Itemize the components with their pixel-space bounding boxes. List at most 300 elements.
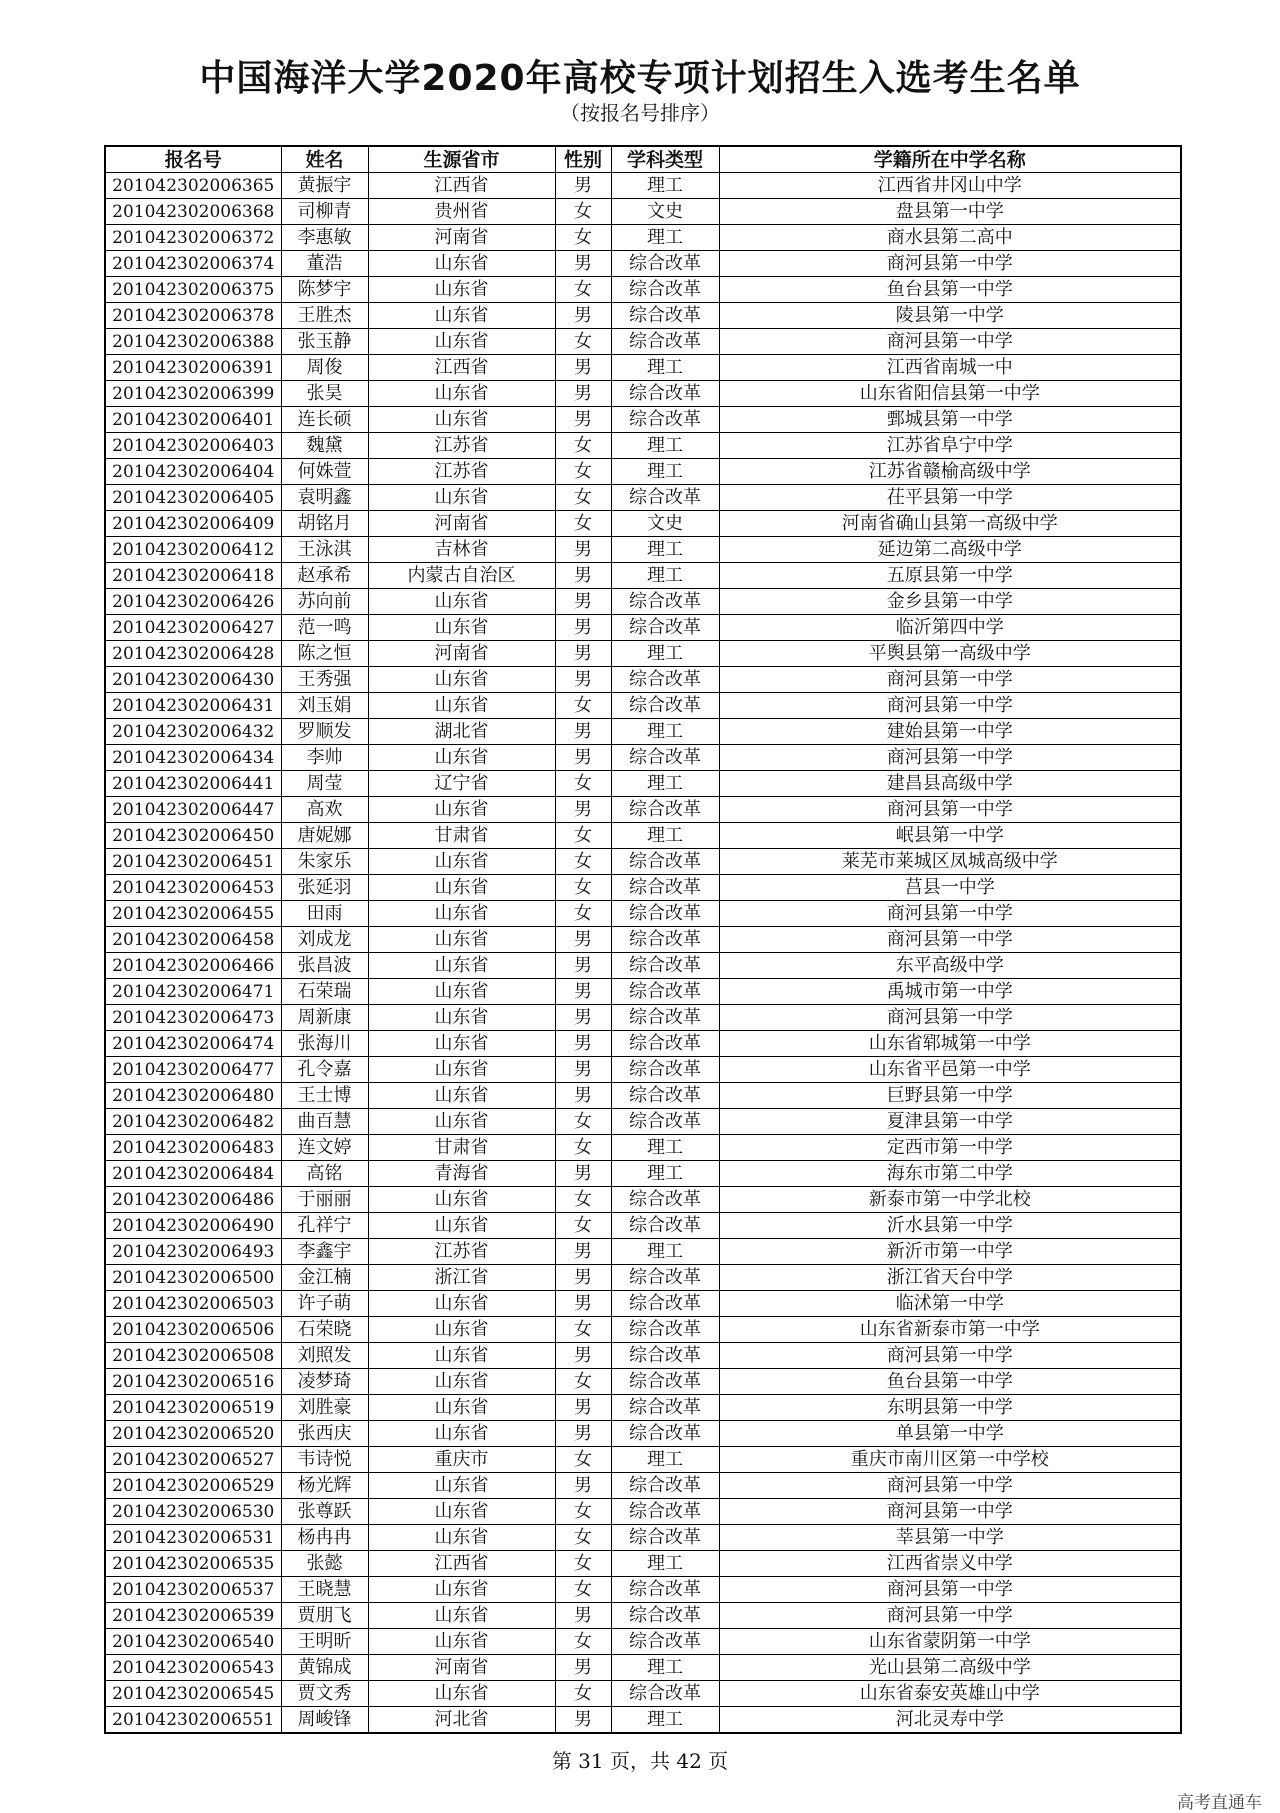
subject-type-cell: 综合改革 (611, 667, 719, 693)
registration-number-cell: 201042302006486 (105, 1187, 281, 1213)
registration-number-cell: 201042302006404 (105, 459, 281, 485)
name-cell: 张昌波 (281, 953, 368, 979)
subject-type-cell: 综合改革 (611, 277, 719, 303)
subject-type-cell: 理工 (611, 1135, 719, 1161)
registration-number-cell: 201042302006540 (105, 1629, 281, 1655)
name-cell: 于丽丽 (281, 1187, 368, 1213)
registration-number-cell: 201042302006530 (105, 1499, 281, 1525)
gender-cell: 男 (555, 407, 611, 433)
column-header-registration-number: 报名号 (105, 146, 281, 173)
school-cell: 延边第二高级中学 (719, 537, 1181, 563)
name-cell: 张尊跃 (281, 1499, 368, 1525)
table-row (105, 1551, 1181, 1577)
table-row (105, 199, 1181, 225)
name-cell: 王秀强 (281, 667, 368, 693)
name-cell: 何姝萱 (281, 459, 368, 485)
name-cell: 贾朋飞 (281, 1603, 368, 1629)
gender-cell: 男 (555, 953, 611, 979)
subject-type-cell: 理工 (611, 719, 719, 745)
registration-number-cell: 201042302006453 (105, 875, 281, 901)
table-row (105, 329, 1181, 355)
province-cell: 山东省 (368, 1031, 555, 1057)
province-cell: 甘肃省 (368, 1135, 555, 1161)
gender-cell: 女 (555, 1681, 611, 1707)
subject-type-cell: 综合改革 (611, 849, 719, 875)
name-cell: 刘胜豪 (281, 1395, 368, 1421)
province-cell: 山东省 (368, 693, 555, 719)
gender-cell: 女 (555, 1525, 611, 1551)
school-cell: 禹城市第一中学 (719, 979, 1181, 1005)
gender-cell: 男 (555, 797, 611, 823)
table-row (105, 1187, 1181, 1213)
province-cell: 山东省 (368, 251, 555, 277)
school-cell: 五原县第一中学 (719, 563, 1181, 589)
subject-type-cell: 综合改革 (611, 1213, 719, 1239)
table-row (105, 1421, 1181, 1447)
gender-cell: 男 (555, 719, 611, 745)
gender-cell: 男 (555, 589, 611, 615)
school-cell: 山东省新泰市第一中学 (719, 1317, 1181, 1343)
registration-number-cell: 201042302006529 (105, 1473, 281, 1499)
school-cell: 商河县第一中学 (719, 1473, 1181, 1499)
school-cell: 河北灵寿中学 (719, 1707, 1181, 1734)
school-cell: 新泰市第一中学北校 (719, 1187, 1181, 1213)
page-footer: 第 31 页，共 42 页 (551, 1749, 729, 1773)
province-cell: 湖北省 (368, 719, 555, 745)
school-cell: 商河县第一中学 (719, 1577, 1181, 1603)
school-cell: 鄄城县第一中学 (719, 407, 1181, 433)
gender-cell: 男 (555, 1031, 611, 1057)
subject-type-cell: 综合改革 (611, 1603, 719, 1629)
subject-type-cell: 综合改革 (611, 1109, 719, 1135)
registration-number-cell: 201042302006482 (105, 1109, 281, 1135)
name-cell: 杨光辉 (281, 1473, 368, 1499)
table-row (105, 1005, 1181, 1031)
subject-type-cell: 综合改革 (611, 251, 719, 277)
gender-cell: 男 (555, 745, 611, 771)
subject-type-cell: 综合改革 (611, 1421, 719, 1447)
gender-cell: 男 (555, 1603, 611, 1629)
column-header-gender: 性别 (555, 146, 611, 173)
school-cell: 陵县第一中学 (719, 303, 1181, 329)
registration-number-cell: 201042302006539 (105, 1603, 281, 1629)
table-row (105, 589, 1181, 615)
registration-number-cell: 201042302006484 (105, 1161, 281, 1187)
province-cell: 山东省 (368, 1421, 555, 1447)
gender-cell: 女 (555, 459, 611, 485)
province-cell: 山东省 (368, 1395, 555, 1421)
name-cell: 刘成龙 (281, 927, 368, 953)
table-row (105, 641, 1181, 667)
subject-type-cell: 综合改革 (611, 875, 719, 901)
registration-number-cell: 201042302006368 (105, 199, 281, 225)
table-row (105, 1291, 1181, 1317)
school-cell: 商河县第一中学 (719, 667, 1181, 693)
province-cell: 江苏省 (368, 459, 555, 485)
column-header-school: 学籍所在中学名称 (719, 146, 1181, 173)
name-cell: 王士博 (281, 1083, 368, 1109)
gender-cell: 女 (555, 1447, 611, 1473)
name-cell: 范一鸣 (281, 615, 368, 641)
subject-type-cell: 理工 (611, 563, 719, 589)
province-cell: 山东省 (368, 1369, 555, 1395)
gender-cell: 女 (555, 1317, 611, 1343)
school-cell: 岷县第一中学 (719, 823, 1181, 849)
subject-type-cell: 综合改革 (611, 615, 719, 641)
school-cell: 莒县一中学 (719, 875, 1181, 901)
gender-cell: 女 (555, 1499, 611, 1525)
subject-type-cell: 文史 (611, 199, 719, 225)
table-row (105, 1161, 1181, 1187)
registration-number-cell: 201042302006551 (105, 1707, 281, 1734)
registration-number-cell: 201042302006447 (105, 797, 281, 823)
name-cell: 董浩 (281, 251, 368, 277)
table-row (105, 901, 1181, 927)
province-cell: 山东省 (368, 381, 555, 407)
registration-number-cell: 201042302006428 (105, 641, 281, 667)
table-row (105, 1655, 1181, 1681)
page-subtitle: （按报名号排序） (560, 101, 720, 125)
province-cell: 山东省 (368, 1291, 555, 1317)
registration-number-cell: 201042302006409 (105, 511, 281, 537)
subject-type-cell: 理工 (611, 771, 719, 797)
table-row (105, 1109, 1181, 1135)
table-row (105, 1265, 1181, 1291)
subject-type-cell: 综合改革 (611, 979, 719, 1005)
admission-roster-table (104, 145, 1182, 1734)
registration-number-cell: 201042302006388 (105, 329, 281, 355)
subject-type-cell: 理工 (611, 1655, 719, 1681)
subject-type-cell: 理工 (611, 1239, 719, 1265)
province-cell: 山东省 (368, 277, 555, 303)
table-row (105, 1395, 1181, 1421)
column-header-province: 生源省市 (368, 146, 555, 173)
province-cell: 山东省 (368, 1109, 555, 1135)
gender-cell: 女 (555, 1213, 611, 1239)
name-cell: 赵承希 (281, 563, 368, 589)
province-cell: 山东省 (368, 1603, 555, 1629)
registration-number-cell: 201042302006374 (105, 251, 281, 277)
province-cell: 江西省 (368, 173, 555, 199)
province-cell: 河南省 (368, 641, 555, 667)
school-cell: 商水县第二高中 (719, 225, 1181, 251)
registration-number-cell: 201042302006477 (105, 1057, 281, 1083)
gender-cell: 女 (555, 849, 611, 875)
subject-type-cell: 综合改革 (611, 1395, 719, 1421)
gender-cell: 男 (555, 1005, 611, 1031)
subject-type-cell: 综合改革 (611, 407, 719, 433)
registration-number-cell: 201042302006441 (105, 771, 281, 797)
gender-cell: 男 (555, 1655, 611, 1681)
name-cell: 唐妮娜 (281, 823, 368, 849)
province-cell: 山东省 (368, 1629, 555, 1655)
subject-type-cell: 文史 (611, 511, 719, 537)
gender-cell: 男 (555, 1239, 611, 1265)
registration-number-cell: 201042302006520 (105, 1421, 281, 1447)
table-row (105, 225, 1181, 251)
province-cell: 贵州省 (368, 199, 555, 225)
gender-cell: 女 (555, 901, 611, 927)
name-cell: 张西庆 (281, 1421, 368, 1447)
province-cell: 江西省 (368, 1551, 555, 1577)
registration-number-cell: 201042302006458 (105, 927, 281, 953)
province-cell: 浙江省 (368, 1265, 555, 1291)
registration-number-cell: 201042302006537 (105, 1577, 281, 1603)
table-row (105, 719, 1181, 745)
name-cell: 周新康 (281, 1005, 368, 1031)
registration-number-cell: 201042302006519 (105, 1395, 281, 1421)
gender-cell: 女 (555, 823, 611, 849)
school-cell: 河南省确山县第一高级中学 (719, 511, 1181, 537)
subject-type-cell: 理工 (611, 433, 719, 459)
subject-type-cell: 综合改革 (611, 1265, 719, 1291)
gender-cell: 男 (555, 667, 611, 693)
gender-cell: 男 (555, 381, 611, 407)
subject-type-cell: 综合改革 (611, 1057, 719, 1083)
gender-cell: 男 (555, 563, 611, 589)
school-cell: 商河县第一中学 (719, 1499, 1181, 1525)
subject-type-cell: 理工 (611, 1161, 719, 1187)
table-row (105, 1239, 1181, 1265)
table-row (105, 303, 1181, 329)
school-cell: 山东省平邑第一中学 (719, 1057, 1181, 1083)
name-cell: 刘照发 (281, 1343, 368, 1369)
registration-number-cell: 201042302006431 (105, 693, 281, 719)
registration-number-cell: 201042302006474 (105, 1031, 281, 1057)
name-cell: 张昊 (281, 381, 368, 407)
name-cell: 刘玉娟 (281, 693, 368, 719)
column-header-subject-type: 学科类型 (611, 146, 719, 173)
registration-number-cell: 201042302006403 (105, 433, 281, 459)
table-row (105, 1681, 1181, 1707)
gender-cell: 女 (555, 1109, 611, 1135)
name-cell: 高铭 (281, 1161, 368, 1187)
registration-number-cell: 201042302006432 (105, 719, 281, 745)
name-cell: 李帅 (281, 745, 368, 771)
province-cell: 甘肃省 (368, 823, 555, 849)
school-cell: 江苏省阜宁中学 (719, 433, 1181, 459)
name-cell: 苏向前 (281, 589, 368, 615)
school-cell: 新沂市第一中学 (719, 1239, 1181, 1265)
province-cell: 江西省 (368, 355, 555, 381)
table-row (105, 459, 1181, 485)
table-row (105, 979, 1181, 1005)
subject-type-cell: 综合改革 (611, 485, 719, 511)
registration-number-cell: 201042302006378 (105, 303, 281, 329)
subject-type-cell: 理工 (611, 1707, 719, 1734)
registration-number-cell: 201042302006493 (105, 1239, 281, 1265)
subject-type-cell: 综合改革 (611, 1525, 719, 1551)
gender-cell: 男 (555, 303, 611, 329)
name-cell: 孔令嘉 (281, 1057, 368, 1083)
school-cell: 单县第一中学 (719, 1421, 1181, 1447)
school-cell: 鱼台县第一中学 (719, 1369, 1181, 1395)
province-cell: 山东省 (368, 1343, 555, 1369)
name-cell: 朱家乐 (281, 849, 368, 875)
table-row (105, 1317, 1181, 1343)
name-cell: 周峻锋 (281, 1707, 368, 1734)
registration-number-cell: 201042302006430 (105, 667, 281, 693)
table-row (105, 875, 1181, 901)
registration-number-cell: 201042302006543 (105, 1655, 281, 1681)
table-row (105, 537, 1181, 563)
school-cell: 商河县第一中学 (719, 901, 1181, 927)
table-row (105, 1629, 1181, 1655)
province-cell: 重庆市 (368, 1447, 555, 1473)
registration-number-cell: 201042302006451 (105, 849, 281, 875)
subject-type-cell: 理工 (611, 355, 719, 381)
name-cell: 袁明鑫 (281, 485, 368, 511)
province-cell: 山东省 (368, 1499, 555, 1525)
subject-type-cell: 综合改革 (611, 1369, 719, 1395)
school-cell: 鱼台县第一中学 (719, 277, 1181, 303)
school-cell: 巨野县第一中学 (719, 1083, 1181, 1109)
registration-number-cell: 201042302006365 (105, 173, 281, 199)
name-cell: 曲百慧 (281, 1109, 368, 1135)
name-cell: 胡铭月 (281, 511, 368, 537)
registration-number-cell: 201042302006480 (105, 1083, 281, 1109)
school-cell: 江西省南城一中 (719, 355, 1181, 381)
name-cell: 王胜杰 (281, 303, 368, 329)
subject-type-cell: 综合改革 (611, 797, 719, 823)
table-row (105, 1083, 1181, 1109)
school-cell: 莱芜市莱城区凤城高级中学 (719, 849, 1181, 875)
registration-number-cell: 201042302006418 (105, 563, 281, 589)
table-row (105, 823, 1181, 849)
table-row (105, 1135, 1181, 1161)
province-cell: 山东省 (368, 745, 555, 771)
table-row (105, 1707, 1181, 1734)
school-cell: 商河县第一中学 (719, 693, 1181, 719)
registration-number-cell: 201042302006455 (105, 901, 281, 927)
table-row (105, 1447, 1181, 1473)
name-cell: 罗顺发 (281, 719, 368, 745)
registration-number-cell: 201042302006372 (105, 225, 281, 251)
subject-type-cell: 综合改革 (611, 693, 719, 719)
province-cell: 江苏省 (368, 1239, 555, 1265)
watermark: 高考直通车 (1177, 1793, 1262, 1813)
gender-cell: 女 (555, 693, 611, 719)
table-row (105, 1577, 1181, 1603)
gender-cell: 男 (555, 1291, 611, 1317)
name-cell: 周俊 (281, 355, 368, 381)
name-cell: 陈之恒 (281, 641, 368, 667)
subject-type-cell: 理工 (611, 173, 719, 199)
gender-cell: 女 (555, 771, 611, 797)
province-cell: 山东省 (368, 797, 555, 823)
province-cell: 山东省 (368, 979, 555, 1005)
school-cell: 东明县第一中学 (719, 1395, 1181, 1421)
school-cell: 建始县第一中学 (719, 719, 1181, 745)
gender-cell: 女 (555, 1187, 611, 1213)
school-cell: 商河县第一中学 (719, 927, 1181, 953)
name-cell: 李惠敏 (281, 225, 368, 251)
table-row (105, 1473, 1181, 1499)
name-cell: 张延羽 (281, 875, 368, 901)
gender-cell: 女 (555, 1135, 611, 1161)
subject-type-cell: 理工 (611, 459, 719, 485)
school-cell: 商河县第一中学 (719, 1005, 1181, 1031)
subject-type-cell: 综合改革 (611, 1577, 719, 1603)
name-cell: 张懿 (281, 1551, 368, 1577)
school-cell: 江西省崇义中学 (719, 1551, 1181, 1577)
name-cell: 周莹 (281, 771, 368, 797)
province-cell: 山东省 (368, 1057, 555, 1083)
name-cell: 孔祥宁 (281, 1213, 368, 1239)
name-cell: 贾文秀 (281, 1681, 368, 1707)
subject-type-cell: 综合改革 (611, 927, 719, 953)
gender-cell: 女 (555, 277, 611, 303)
gender-cell: 男 (555, 927, 611, 953)
gender-cell: 女 (555, 485, 611, 511)
province-cell: 山东省 (368, 667, 555, 693)
province-cell: 山东省 (368, 1083, 555, 1109)
registration-number-cell: 201042302006466 (105, 953, 281, 979)
school-cell: 山东省郓城第一中学 (719, 1031, 1181, 1057)
name-cell: 金江楠 (281, 1265, 368, 1291)
school-cell: 江苏省赣榆高级中学 (719, 459, 1181, 485)
school-cell: 盘县第一中学 (719, 199, 1181, 225)
table-row (105, 1603, 1181, 1629)
name-cell: 王泳淇 (281, 537, 368, 563)
subject-type-cell: 综合改革 (611, 1629, 719, 1655)
province-cell: 山东省 (368, 303, 555, 329)
gender-cell: 男 (555, 1343, 611, 1369)
registration-number-cell: 201042302006531 (105, 1525, 281, 1551)
subject-type-cell: 综合改革 (611, 1681, 719, 1707)
subject-type-cell: 综合改革 (611, 1317, 719, 1343)
gender-cell: 女 (555, 1369, 611, 1395)
province-cell: 吉林省 (368, 537, 555, 563)
name-cell: 陈梦宇 (281, 277, 368, 303)
gender-cell: 男 (555, 1265, 611, 1291)
table-row (105, 381, 1181, 407)
gender-cell: 女 (555, 875, 611, 901)
gender-cell: 男 (555, 1083, 611, 1109)
province-cell: 山东省 (368, 849, 555, 875)
table-row (105, 1213, 1181, 1239)
gender-cell: 男 (555, 1421, 611, 1447)
table-row (105, 1525, 1181, 1551)
school-cell: 平舆县第一高级中学 (719, 641, 1181, 667)
province-cell: 山东省 (368, 875, 555, 901)
table-row (105, 615, 1181, 641)
gender-cell: 男 (555, 173, 611, 199)
column-header-name: 姓名 (281, 146, 368, 173)
registration-number-cell: 201042302006503 (105, 1291, 281, 1317)
subject-type-cell: 理工 (611, 1551, 719, 1577)
province-cell: 山东省 (368, 329, 555, 355)
table-row (105, 485, 1181, 511)
gender-cell: 女 (555, 329, 611, 355)
name-cell: 魏黛 (281, 433, 368, 459)
subject-type-cell: 综合改革 (611, 1005, 719, 1031)
name-cell: 石荣瑞 (281, 979, 368, 1005)
registration-number-cell: 201042302006473 (105, 1005, 281, 1031)
table-row (105, 563, 1181, 589)
name-cell: 连长硕 (281, 407, 368, 433)
gender-cell: 男 (555, 979, 611, 1005)
subject-type-cell: 理工 (611, 641, 719, 667)
table-header-row (105, 146, 1181, 173)
table-row (105, 797, 1181, 823)
name-cell: 高欢 (281, 797, 368, 823)
registration-number-cell: 201042302006483 (105, 1135, 281, 1161)
province-cell: 山东省 (368, 1187, 555, 1213)
table-body (105, 173, 1181, 1734)
registration-number-cell: 201042302006412 (105, 537, 281, 563)
province-cell: 山东省 (368, 1005, 555, 1031)
